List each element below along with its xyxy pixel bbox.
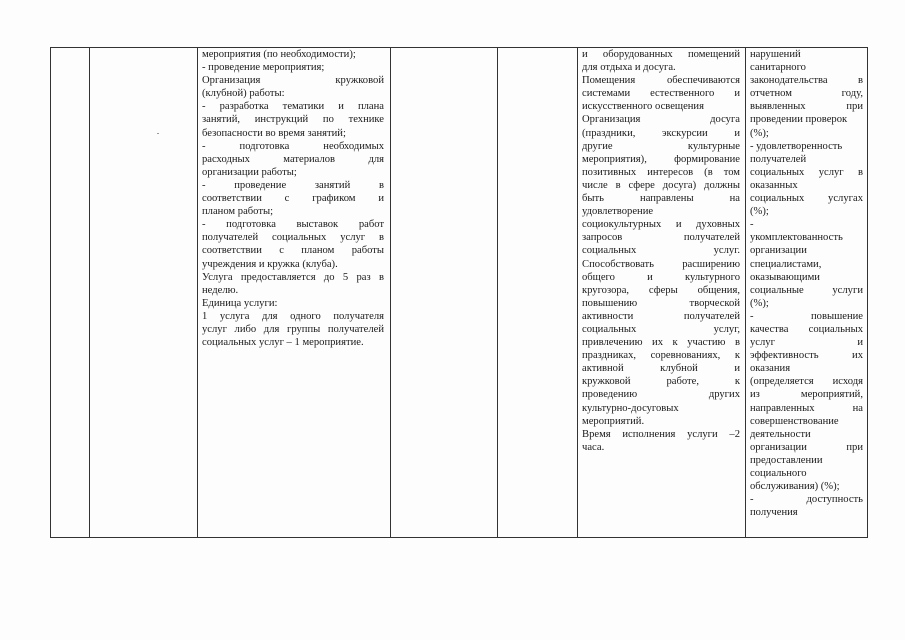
text-line: оказания	[750, 363, 791, 375]
text-line: Организация кружковой	[202, 75, 384, 87]
text-line: Организация досуга	[582, 114, 740, 126]
text-line: (%);	[750, 127, 769, 139]
text-line: -	[750, 219, 754, 231]
text-line: из мероприятий,	[750, 389, 863, 401]
service-conditions-cell	[582, 48, 740, 454]
text-line: Время исполнения услуги –2	[582, 428, 740, 440]
text-line: расходных материалов для	[202, 153, 384, 165]
text-line: качества социальных	[750, 323, 863, 335]
text-line: получения	[750, 507, 798, 519]
column-divider-3	[390, 47, 391, 538]
text-line: соответствии с графиком и	[202, 193, 384, 205]
text-line: - разработка тематики и плана	[202, 101, 384, 113]
column-divider-4	[497, 47, 498, 538]
text-line: для отдыха и досуга.	[582, 62, 676, 74]
text-line: Способствовать расширению	[582, 258, 740, 270]
text-line: занятий, инструкций по технике	[202, 114, 384, 126]
text-line: мероприятий.	[582, 415, 645, 427]
text-line: проведению других	[582, 389, 740, 401]
text-line: организации при	[750, 441, 863, 453]
text-line: законодательства в	[750, 75, 863, 87]
text-line: соответствии с планом работы	[202, 245, 384, 257]
text-line: общего и культурного	[582, 271, 740, 283]
text-line: (%);	[750, 206, 769, 218]
text-line: другие культурные	[582, 140, 740, 152]
text-line: позитивных интересов (в том	[582, 166, 740, 178]
column-divider-6	[745, 47, 746, 538]
text-line: (%);	[750, 297, 769, 309]
text-line: оказывающими	[750, 271, 820, 283]
text-line: Единица услуги:	[202, 297, 278, 309]
text-line: выявленных при	[750, 101, 863, 113]
quality-indicators-cell	[750, 48, 863, 519]
text-line: мероприятия (по необходимости);	[202, 49, 356, 60]
text-line: социальные услуги	[750, 284, 863, 296]
text-line: - доступность	[750, 494, 863, 506]
text-line: и оборудованных помещений	[582, 49, 740, 60]
text-line: получателей социальных услуг в	[202, 232, 384, 244]
text-line: услуг и	[750, 337, 863, 349]
text-line: часа.	[582, 441, 605, 453]
text-line: мероприятия), формирование	[582, 153, 740, 165]
text-line: организации работы;	[202, 166, 297, 178]
text-line: социальных услугах	[750, 193, 863, 205]
text-line: кругозора, сферы общения,	[582, 284, 740, 296]
text-line: удовлетворение	[582, 206, 654, 218]
text-line: запросов получателей	[582, 232, 740, 244]
text-line: социальных услуг в	[750, 166, 863, 178]
text-line: (клубной) работы:	[202, 88, 285, 100]
text-line: активности получателей	[582, 310, 740, 322]
text-line: организации	[750, 245, 807, 257]
text-line: искусственного освещения	[582, 101, 704, 113]
text-line: неделю.	[202, 284, 239, 296]
column-divider-2	[197, 47, 198, 538]
text-line: получателей	[750, 153, 807, 165]
text-line: привлечению их к участию в	[582, 337, 740, 349]
text-line: оказанных	[750, 179, 798, 191]
column-divider-1	[89, 47, 90, 538]
text-line: нарушений	[750, 49, 801, 60]
text-line: - повышение	[750, 310, 863, 322]
service-description-cell	[202, 48, 384, 349]
text-line: социокультурных и духовных	[582, 219, 740, 231]
text-line: системами естественного и	[582, 88, 740, 100]
text-line: направленных на	[750, 402, 863, 414]
text-line: социальных услуг.	[582, 245, 740, 257]
text-line: кружковой работе, к	[582, 376, 740, 388]
column-divider-5	[577, 47, 578, 538]
text-line: быть направлены на	[582, 193, 740, 205]
text-line: - проведение мероприятия;	[202, 62, 325, 74]
text-line: - удовлетворенность	[750, 140, 843, 152]
text-line: социального	[750, 468, 807, 479]
text-line: проведении проверок	[750, 114, 848, 126]
text-line: укомплектованность	[750, 232, 843, 244]
text-line: культурно-досуговых	[582, 402, 679, 414]
text-line: социальных услуг – 1 мероприятие.	[202, 337, 364, 349]
text-line: планом работы;	[202, 206, 274, 218]
scan-speck	[157, 133, 159, 134]
text-line: совершенствование	[750, 415, 839, 427]
text-line: деятельности	[750, 428, 811, 440]
text-line: (определяется исходя	[750, 376, 863, 388]
text-line: санитарного	[750, 62, 806, 74]
text-line: - подготовка необходимых	[202, 140, 384, 152]
text-line: отчетном году,	[750, 88, 863, 100]
text-line: - проведение занятий в	[202, 179, 384, 191]
text-line: социальных услуг,	[582, 323, 740, 335]
text-line: учреждения и кружка (клуба).	[202, 258, 338, 270]
text-line: эффективность их	[750, 350, 863, 362]
text-line: (праздники, экскурсии и	[582, 127, 740, 139]
text-line: праздниках, соревнованиях, к	[582, 350, 740, 362]
text-line: - подготовка выставок работ	[202, 219, 384, 231]
text-line: числе в сфере досуга) должны	[582, 179, 740, 191]
text-line: безопасности во время занятий;	[202, 127, 346, 139]
text-line: Помещения обеспечиваются	[582, 75, 740, 87]
text-line: повышению творческой	[582, 297, 740, 309]
text-line: 1 услуга для одного получателя	[202, 310, 384, 322]
text-line: услуг либо для группы получателей	[202, 323, 384, 335]
text-line: активной клубной и	[582, 363, 740, 375]
text-line: специалистами,	[750, 258, 822, 270]
text-line: предоставлении	[750, 454, 823, 466]
text-line: Услуга предоставляется до 5 раз в	[202, 271, 384, 283]
text-line: обслуживания) (%);	[750, 481, 840, 493]
